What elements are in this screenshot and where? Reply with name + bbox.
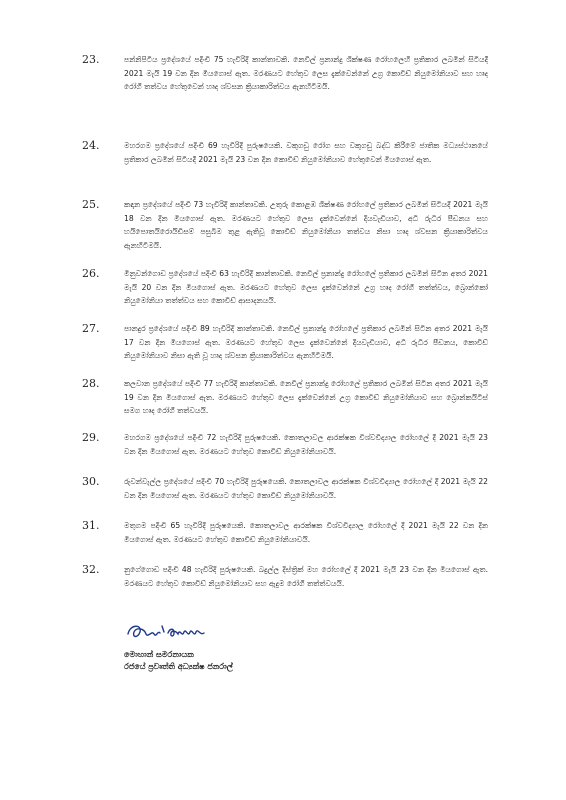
entry-text: පන්නිපිටිය ප්‍රදේශයේ පදිංචි 75 හැවිරිදි කාන්තාවකි. නෙවිල් ප්‍රනාන්දු ශික්ෂණ රෝහලෙහි ප්‍රතිකාර ලබමින් සිටියදී 2021 මැයි 19 වන දින මියගොස් ඇත. මරණයට හේතුව ලෙස දැක්වෙන්නේ උග්‍ර කොවිඩ් නියුමෝනියාව සහ හෘද රෝගී තත්වය හේතුවෙන් හෘද ශ්වසන ක්‍රියාකාරිත්වය ඇනහිටීමයි. — [124, 55, 488, 91]
entry-text: පානදුර ප්‍රදේශයේ පදිංචි 89 හැවිරිදි කාන්තාවකි. නෙවිල් ප්‍රනාන්දු රෝහලේ ප්‍රතිකාර ලබමින් සිටින අතර 2021 මැයි 17 වන දින මියගොස් ඇත. මරණයට හේතුව ලෙස දැක්වෙන්නේ දියවැඩියාව, අධි රුධිර පීඩනය, කොවිඩ් නියුමෝනියාව නිසා ඇති වූ හෘද ශ්වසන ක්‍රියාකාරිත්වය ඇනහිටීමයි. — [124, 324, 488, 360]
entry-text: කඳාන ප්‍රදේශයේ පදිංචි 73 හැවිරිදි කාන්තාවකි. උතුරු කොළඹ ශික්ෂණ රෝහලේ ප්‍රතිකාර ලබමින් සිටියදී 2021 මැයි 18 වන දින මියගොස් ඇත. මරණයට හේතුව ලෙස දැක්වෙන්නේ දියවැඩියාව, අධි රුධිර පීඩනය සහ හයිපොතයිරොයිඩිසම් පසුබිම තුළ ඇතිවූ කොවිඩ් නියුමෝනියා තත්වය නිසා හෘද ශ්වසන ක්‍රියාකාරිත්වය ඇනහිටීමයි. — [124, 200, 488, 250]
entry-text: රුවන්වැල්ල ප්‍රදේශයේ පදිංචි 70 හැවිරිදි පුරුෂයෙකි. කොතලාවල ආරක්ෂක විශ්වවිද්‍යාල රෝහලේ දී 2021 මැයි 22 වන දින මියගොස් ඇත. මරණයට හේතුව කොවිඩ් නියුමෝනියාවයි. — [124, 477, 488, 500]
entry-number: 28. — [82, 377, 100, 390]
entry-number: 26. — [82, 267, 100, 280]
entry-number: 31. — [82, 519, 100, 532]
entry-number: 24. — [82, 139, 100, 152]
entry-number: 29. — [82, 431, 100, 444]
entry-text: මහරගම ප්‍රදේශයේ පදිංචි 72 හැවිරිදි පුරුෂයෙකි. කොතලාවල ආරක්ෂක විශ්වවිද්‍යාල රෝහලේ දී 2021 මැයි 23 වන දින මියගොස් ඇත. මරණයට හේතුව කොවිඩ් නියුමෝනියාවයි. — [124, 433, 488, 456]
entry-text: මහරගම ප්‍රදේශයේ පදිංචි 69 හැවිරිදි පුරුෂයෙකි. වකුගඩු රෝග සහ වකුගඩු බද්ධ කිරීමේ ජාතික මධ්‍යස්ථානයේ ප්‍රතිකාර ලබමින් සිටියදී 2021 මැයි 23 වන දින කොවිඩ් නියුමෝනියාව හේතුවෙන් මියගොස් ඇත. — [124, 141, 488, 164]
signatory-title: රජයේ ප්‍රවෘත්ති අධ්‍යක්ෂ ජනරාල් — [124, 662, 233, 671]
entry-text: මතුගම පදිංචි 65 හැවිරිදි පුරුෂයෙකි. කොතලාවල ආරක්ෂක විශ්වවිද්‍යාල රෝහලේ දී 2021 මැයි 22 වන දින මියගොස් ඇත. මරණයට හේතුව කොවිඩ් නියුමෝනියාවයි. — [124, 521, 488, 544]
entry-text: කලවාන ප්‍රදේශයේ පදිංචි 77 හැවිරිදි කාන්තාවකි. නෙවිල් ප්‍රනාන්දු රෝහලේ ප්‍රතිකාර ලබමින් සිටින අතර 2021 මැයි 19 වන දින මියගොස් ඇත. මරණයට හේතුව ලෙස දැක්වෙන්නේ උග්‍ර කොවිඩ් නියුමෝනියාව සහ බ්‍රොන්කයිටිස් සමග හෘද රෝගී තත්වයයි. — [124, 379, 488, 415]
entry-number: 32. — [82, 563, 100, 576]
entry-number: 27. — [82, 322, 100, 335]
entry-number: 23. — [82, 53, 100, 66]
handwritten-signature — [124, 618, 208, 646]
signatory-name: මොහාන් සමරනායක — [124, 650, 194, 659]
entry-text: නුගේගොඩ පදිංචි 48 හැවිරිදි පුරුෂයෙකි. බදුල්ල දිස්ත්‍රික් මහ රෝහලේ දී 2021 මැයි 23 වන දින මියගොස් ඇත. මරණයට හේතුව කොවිඩ් නියුමෝනියාව සහ ඇදුම රෝගී තත්ත්වයයි. — [124, 565, 488, 588]
entry-number: 25. — [82, 198, 100, 211]
entry-text: මිනුවන්ගොඩ ප්‍රදේශයේ පදිංචි 63 හැවිරිදි කාන්තාවකි. නෙවිල් ප්‍රනාන්දු රෝහලේ ප්‍රතිකාර ලබමින් සිටින අතර 2021 මැයි 20 වන දින මියගොස් ඇත. මරණයට හේතුව ලෙස දැක්වෙන්නේ උග්‍ර හෘද රෝගී තත්ත්වය, බ්‍රොන්කෝ නියුමෝනියා තත්ත්වය සහ කොවිඩ් ආසාදනයයි. — [124, 269, 488, 305]
entry-number: 30. — [82, 475, 100, 488]
